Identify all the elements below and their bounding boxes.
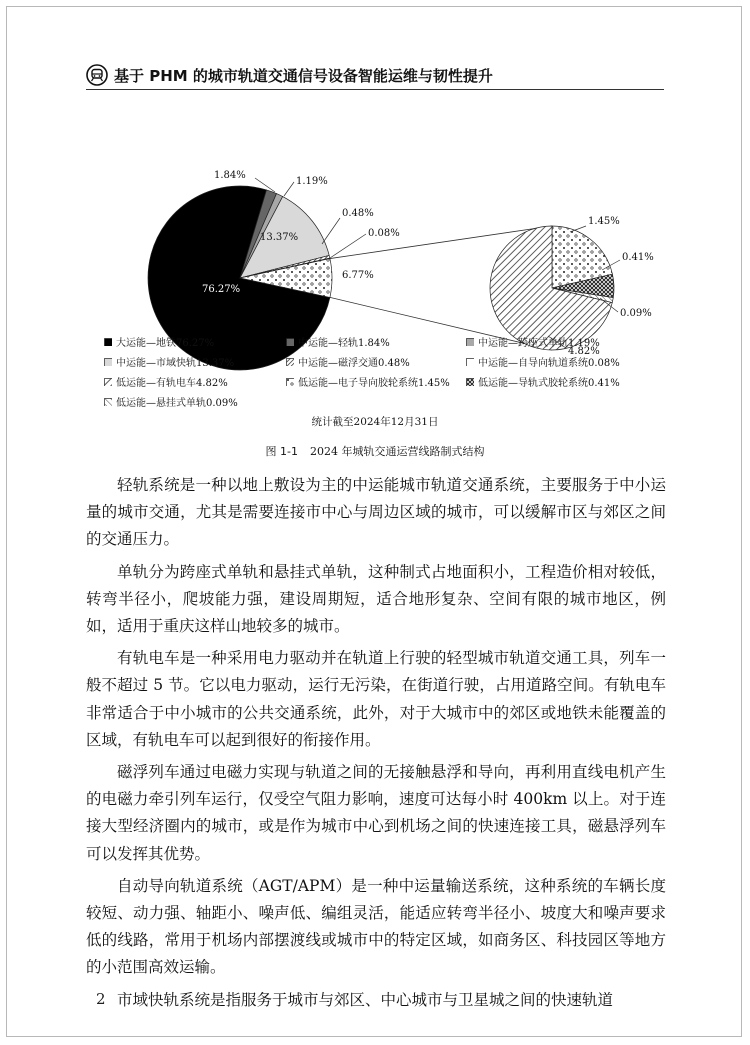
data-label: 1.19% [296,176,328,187]
metro-logo-icon [86,64,108,86]
legend-item [466,374,620,389]
legend-swatch [104,378,112,386]
legend-label: 中运能—轻轨1.84% [298,338,390,349]
legend-item [286,334,390,349]
legend-item [466,334,600,349]
running-header-title: 基于 PHM 的城市轨道交通信号设备智能运维与韧性提升 [114,66,493,85]
paragraph: 自动导向轨道系统（AGT/APM）是一种中运量输送系统，这种系统的车辆长度较短、动力强、轴距小、噪声低、编组灵活，能适应转弯半径小、坡度大和噪声要求低的线路，常用于机场内部摆渡线或城市中的特定区域，如商务区、科技园区等地方的小范围高效运输。 [86,876,666,977]
legend-item [466,354,620,369]
legend-row [104,354,664,374]
data-label: 76.27% [202,284,241,295]
data-label: 6.77% [342,270,374,281]
data-label: 13.37% [260,232,299,243]
legend-label: 低运能—悬挂式单轨0.09% [116,398,238,409]
paragraph: 市域快轨系统是指服务于城市与郊区、中心城市与卫星城之间的快速轨道 [117,990,614,1009]
legend-item [104,394,238,409]
paragraph: 磁浮列车通过电磁力实现与轨道之间的无接触悬浮和导向，再利用直线电机产生的电磁力牵引列车运行，仅受空气阻力影响，速度可达每小时 400km 以上。对于连接大型经济圈内的城市，或是作为城市中心到机场之间的快速连接工具，磁悬浮列车可以发挥其优势。 [86,763,666,863]
legend-row [104,394,664,414]
legend-label: 中运能—市域快轨13.37% [116,358,235,369]
leader-line [284,182,294,196]
legend-row [104,374,664,394]
legend-swatch [104,358,112,366]
legend-swatch [466,378,474,386]
legend-row [104,334,664,354]
legend-swatch [286,338,294,346]
legend-swatch [286,358,294,366]
legend-item [286,374,450,389]
legend-swatch [466,338,474,346]
figure-caption-text: 2024 年城轨交通运营线路制式结构 [309,445,485,458]
legend-item [286,354,410,369]
legend-label: 中运能—磁浮交通0.48% [298,358,410,369]
secondary-pie [490,226,614,350]
data-label: 4.82% [568,346,600,357]
legend-item [104,354,234,369]
data-label: 0.08% [368,228,400,239]
data-label: 1.84% [214,170,246,181]
legend-item [104,374,228,389]
legend-swatch [466,358,474,366]
legend-label: 大运能—地铁76.27% [116,338,215,349]
legend-swatch [104,338,112,346]
data-label: 0.09% [620,308,652,319]
paragraph: 有轨电车是一种采用电力驱动并在轨道上行驶的轻型城市轨道交通工具，列车一般不超过 5 节。它以电力驱动，运行无污染，在街道行驶，占用道路空间。有轨电车非常适合于中小城市的公共交通系统，此外，对于大城市中的郊区或地铁未能覆盖的区域，有轨电车可以起到很好的衔接作用。 [86,649,666,749]
legend-label: 低运能—导轨式胶轮系统0.41% [478,378,620,389]
data-label: 0.48% [342,208,374,219]
chart-note: 统计截至2024年12月31日 [311,416,439,428]
running-header [86,62,686,88]
figure-caption [0,443,750,459]
legend-label: 中运能—自导向轨道系统0.08% [478,358,620,369]
page-number: 2 [96,990,106,1008]
legend-label: 中运能—跨座式单轨1.19% [478,338,600,349]
data-label: 0.41% [622,252,654,263]
leader-line [322,218,340,244]
legend-swatch [286,378,294,386]
chart-legend [104,334,664,414]
paragraph: 轻轨系统是一种以地上敷设为主的中运能城市轨道交通系统，主要服务于中小运量的城市交通，尤其是需要连接市中心与周边区域的城市，可以缓解市区与郊区之间的交通压力。 [86,476,666,549]
legend-label: 低运能—有轨电车4.82% [116,378,228,389]
header-rule [86,89,664,90]
legend-swatch [104,398,112,406]
legend-label: 低运能—电子导向胶轮系统1.45% [298,378,450,389]
figure-number: 图 1-1 [265,445,298,458]
data-label: 1.45% [588,216,620,227]
legend-item [104,334,214,349]
body-text [86,472,666,1019]
paragraph: 单轨分为跨座式单轨和悬挂式单轨，这种制式占地面积小，工程造价相对较低，转弯半径小，爬坡能力强，建设周期短，适合地形复杂、空间有限的城市地区，例如，适用于重庆这样山地较多的城市。 [86,562,666,636]
